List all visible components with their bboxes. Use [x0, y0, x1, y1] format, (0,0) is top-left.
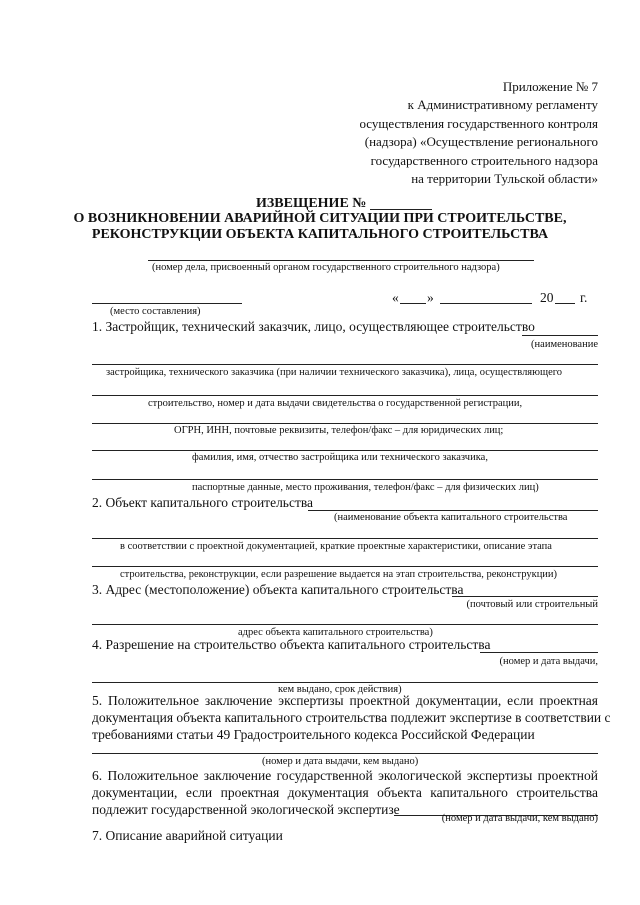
- object-field-line[interactable]: [92, 566, 598, 567]
- date-year-suffix: г.: [580, 290, 588, 305]
- developer-field-line[interactable]: [92, 395, 598, 396]
- document-title-line: О ВОЗНИКНОВЕНИИ АВАРИЙНОЙ СИТУАЦИИ ПРИ СТРОИТЕЛЬСТВЕ,: [73, 211, 567, 226]
- notice-number-field[interactable]: [370, 209, 432, 210]
- section1-caption: ОГРН, ИНН, почтовые реквизиты, телефон/факс – для юридических лиц;: [174, 425, 504, 436]
- permit-field-line[interactable]: [92, 682, 598, 683]
- developer-name-field[interactable]: [522, 335, 598, 336]
- appendix-line: к Административному регламенту: [407, 97, 598, 113]
- section5-text-line: документация объекта капитального строительства подлежит экспертизе в соответствии с: [92, 710, 611, 725]
- appendix-line: государственного строительного надзора: [370, 152, 598, 168]
- expertise-field-line[interactable]: [92, 753, 598, 754]
- section1-caption: (наименование: [531, 339, 598, 350]
- date-year-field[interactable]: [555, 303, 575, 304]
- section6-caption: (номер и дата выдачи, кем выдано): [441, 813, 598, 824]
- section1-caption: паспортные данные, место проживания, телефон/факс – для физических лиц): [192, 482, 539, 493]
- address-field[interactable]: [452, 596, 598, 597]
- appendix-line: осуществления государственного контроля: [359, 115, 598, 131]
- section3-heading: 3. Адрес (местоположение) объекта капитального строительства: [92, 582, 464, 597]
- section2-caption: строительства, реконструкции, если разрешение выдается на этап строительства, реконструкции): [120, 569, 558, 580]
- section1-heading: 1. Застройщик, технический заказчик, лицо, осуществляющее строительство: [92, 319, 535, 334]
- section5-text-line: требованиями статьи 49 Градостроительного кодекса Российской Федерации: [92, 727, 535, 742]
- developer-field-line[interactable]: [92, 423, 598, 424]
- appendix-line: (надзора) «Осуществление регионального: [364, 134, 598, 150]
- case-number-caption: (номер дела, присвоенный органом государственного строительного надзора): [152, 262, 500, 273]
- date-year-prefix: 20: [540, 290, 554, 305]
- section1-caption: фамилия, имя, отчество застройщика или технического заказчика,: [192, 452, 488, 463]
- developer-field-line[interactable]: [92, 364, 598, 365]
- appendix-block: [359, 78, 598, 188]
- place-field[interactable]: [92, 303, 242, 304]
- object-field-line[interactable]: [92, 538, 598, 539]
- section3-caption: (почтовый или строительный: [466, 599, 598, 610]
- section2-heading: 2. Объект капитального строительства: [92, 495, 314, 510]
- place-caption: (место составления): [110, 306, 201, 317]
- appendix-line: Приложение № 7: [502, 79, 598, 94]
- case-number-field[interactable]: [148, 260, 534, 261]
- section1-caption: застройщика, технического заказчика (при наличии технического заказчика), лица, осуществляющего: [106, 367, 563, 378]
- appendix-line: на территории Тульской области»: [411, 171, 598, 187]
- developer-field-line[interactable]: [92, 450, 598, 451]
- permit-field[interactable]: [480, 652, 598, 653]
- object-name-field[interactable]: [308, 510, 598, 511]
- section1-caption: строительство, номер и дата выдачи свидетельства о государственной регистрации,: [148, 398, 523, 409]
- section6-text-line: подлежит государственной экологической экспертизе: [92, 802, 400, 817]
- section2-caption: (наименование объекта капитального строительства: [334, 512, 568, 523]
- date-month-field[interactable]: [440, 303, 532, 304]
- document-title-line: РЕКОНСТРУКЦИИ ОБЪЕКТА КАПИТАЛЬНОГО СТРОИТЕЛЬСТВА: [91, 227, 549, 242]
- section2-caption: в соответствии с проектной документацией, краткие проектные характеристики, описание этапа: [120, 541, 552, 552]
- notice-number-label: ИЗВЕЩЕНИЕ №: [256, 196, 367, 211]
- section7-heading: 7. Описание аварийной ситуации: [92, 828, 283, 843]
- address-field-line[interactable]: [92, 624, 598, 625]
- section4-caption: кем выдано, срок действия): [278, 684, 402, 695]
- section5-text-line: 5. Положительное заключение экспертизы проектной документации, если проектная: [92, 693, 598, 708]
- date-close-quote: »: [427, 290, 434, 305]
- date-open-quote: «: [392, 290, 399, 305]
- section4-heading: 4. Разрешение на строительство объекта капитального строительства: [92, 637, 491, 652]
- section4-caption: (номер и дата выдачи,: [499, 656, 598, 667]
- section6-text-line: документации, если проектная документация объекта капитального строительства: [92, 785, 598, 800]
- section6-text-line: 6. Положительное заключение государственной экологической экспертизы проектной: [92, 768, 598, 783]
- section5-caption: (номер и дата выдачи, кем выдано): [262, 756, 419, 767]
- date-day-field[interactable]: [400, 303, 426, 304]
- section3-caption: адрес объекта капитального строительства): [238, 627, 433, 638]
- developer-field-line[interactable]: [92, 479, 598, 480]
